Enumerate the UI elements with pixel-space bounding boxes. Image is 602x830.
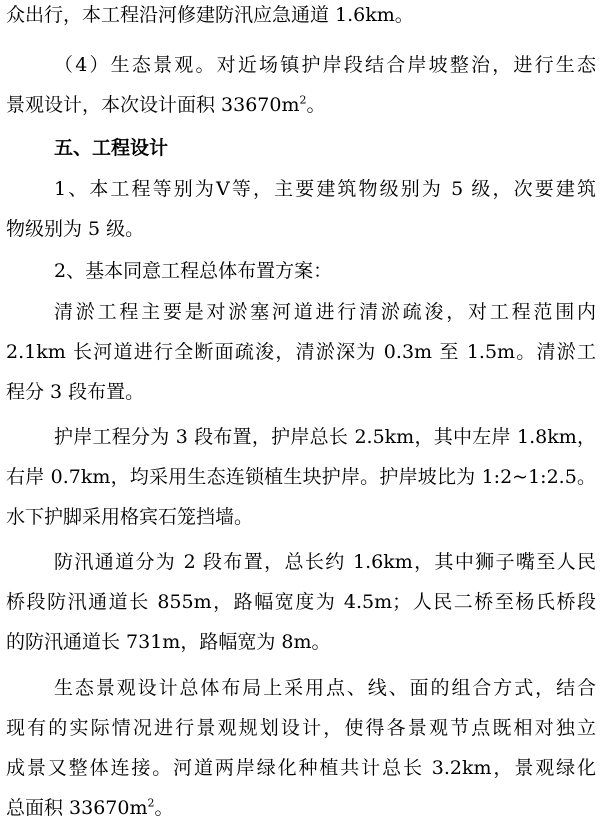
paragraph-line: 物级别为 5 级。	[6, 218, 145, 240]
paragraph-line: 的防汛通道长 731m，路幅宽为 8m。	[6, 631, 331, 653]
paragraph-line: （4）生态景观。对近场镇护岸段结合岸坡整治，进行生态	[54, 54, 596, 76]
area-text: 景观设计，本次设计面积 33670m	[6, 94, 300, 116]
paragraph-line: 众出行，本工程沿河修建防汛应急通道 1.6km。	[6, 4, 414, 26]
paragraph-line: 右岸 0.7km，均采用生态连锁植生块护岸。护岸坡比为 1:2~1:2.5。	[6, 466, 596, 488]
paragraph-line	[6, 93, 596, 117]
period: 。	[154, 797, 174, 819]
paragraph-line: 2、基本同意工程总体布置方案：	[54, 260, 333, 282]
paragraph-line: 程分 3 段布置。	[6, 381, 145, 403]
superscript: 2	[147, 796, 155, 810]
paragraph-line: 护岸工程分为 3 段布置，护岸总长 2.5km，其中左岸 1.8km，	[54, 426, 596, 448]
paragraph-line: 桥段防汛通道长 855m，路幅宽度为 4.5m；人民二桥至杨氏桥段	[6, 591, 596, 613]
area-text: 总面积 33670m	[6, 797, 148, 819]
paragraph-line: 防汛通道分为 2 段布置，总长约 1.6km，其中狮子嘴至人民	[54, 551, 596, 573]
paragraph-line: 1、本工程等别为Ⅴ等，主要建筑物级别为 5 级，次要建筑	[54, 178, 596, 200]
paragraph-line: 水下护脚采用格宾石笼挡墙。	[6, 506, 254, 528]
period: 。	[306, 94, 326, 116]
paragraph-line: 现有的实际情况进行景观规划设计，使得各景观节点既相对独立	[6, 717, 596, 739]
paragraph-line: 清淤工程主要是对淤塞河道进行清淤疏浚，对工程范围内	[54, 301, 596, 323]
superscript: 2	[299, 93, 307, 107]
paragraph-line: 成景又整体连接。河道两岸绿化种植共计总长 3.2km，景观绿化	[6, 757, 596, 779]
paragraph-line: 生态景观设计总体布局上采用点、线、面的组合方式，结合	[54, 677, 596, 699]
section-heading: 五、工程设计	[54, 137, 169, 159]
paragraph-line: 2.1km 长河道进行全断面疏浚，清淤深为 0.3m 至 1.5m。清淤工	[6, 341, 596, 363]
paragraph-line	[6, 796, 596, 820]
